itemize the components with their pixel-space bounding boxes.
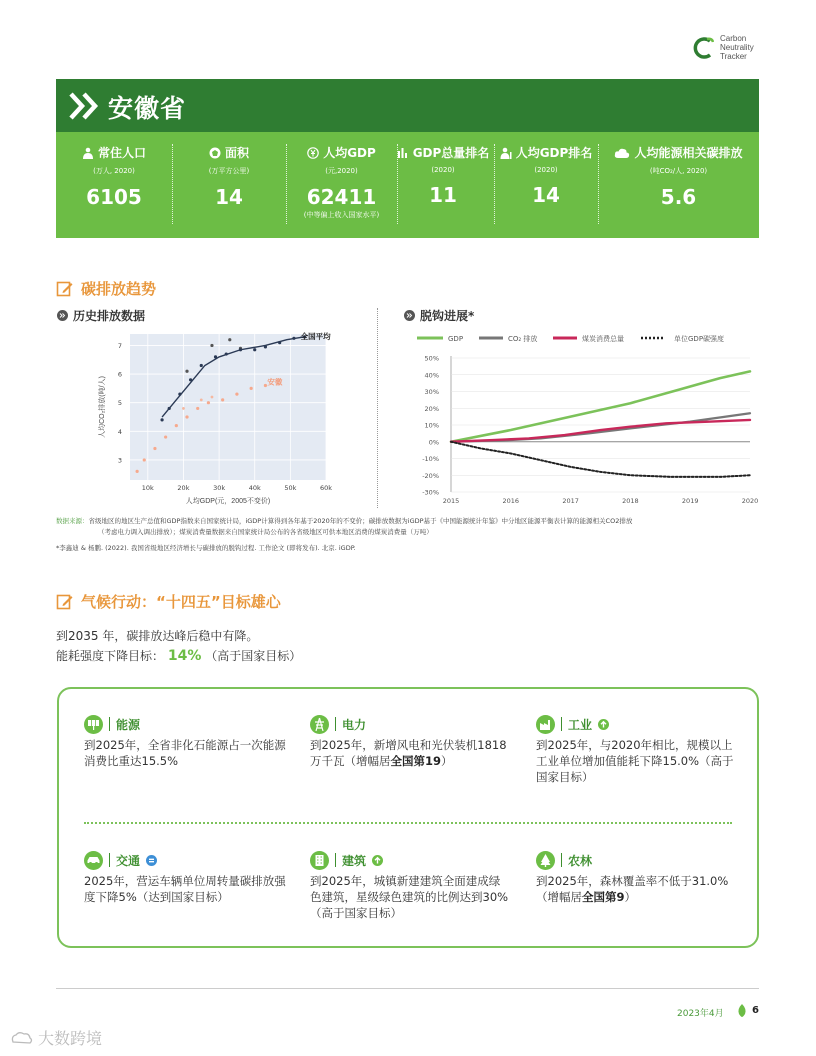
legend xyxy=(417,334,724,343)
y-tick-label: 20% xyxy=(424,404,439,413)
scatter-point-national xyxy=(168,407,171,410)
scatter-point-national xyxy=(210,344,213,347)
stat-value: 62411 xyxy=(306,185,377,209)
source-key: 数据来源： xyxy=(56,517,89,525)
line-series-coal xyxy=(451,420,750,442)
logo-c-icon xyxy=(692,36,714,60)
scatter-point-anhui xyxy=(164,435,167,438)
stat-value: 14 xyxy=(532,183,560,207)
plot-background xyxy=(130,334,326,480)
source-line2: （考虑电力调入调出排放）；煤炭消费量数据来自国家统计局公布的各省级地区可供本地区消费的煤炭消费量（万吨） xyxy=(98,528,433,536)
history-emission-chart xyxy=(90,328,340,508)
series-label-national: 全国平均 xyxy=(300,331,331,341)
y-tick-label: 6 xyxy=(117,370,122,379)
area-icon xyxy=(209,147,221,159)
line-series-intensity xyxy=(451,442,750,477)
sector-name: 农林 xyxy=(568,853,593,868)
scatter-point-national xyxy=(200,364,203,367)
scatter-point-national xyxy=(239,348,242,351)
sector-building xyxy=(310,850,510,921)
scatter-point-national xyxy=(292,337,295,340)
sector-power xyxy=(310,714,510,769)
logo-line: Carbon xyxy=(720,34,747,43)
y-tick-label: 10% xyxy=(424,421,439,430)
sector-text-body: 2025年，营运车辆单位周转量碳排放强度下降5%（达到国家目标） xyxy=(84,874,286,904)
data-source-note xyxy=(56,516,761,538)
stat-label: 人均GDP排名 xyxy=(515,146,593,160)
y-tick-label: 30% xyxy=(424,388,439,396)
scatter-point-national xyxy=(178,393,181,396)
scatter-point-national xyxy=(225,352,228,355)
y-axis-label: 人均CO₂排放(吨/人) xyxy=(99,376,106,438)
logo-line: Neutrality xyxy=(720,43,754,52)
sector-text xyxy=(84,873,289,905)
sector-text-body: 到2025年，森林覆盖率不低于31.0%（增幅居 xyxy=(536,874,729,904)
source-line1: 省级地区的地区生产总值和GDP指数来自国家统计局，iGDP计算得到各年基于2020年的不变价；碳排放数据为iGDP基于《中国能源统计年鉴》中分地区能源平衡表计算的能源相关CO2排放 xyxy=(88,517,633,525)
legend-label-gdp: GDP xyxy=(448,335,464,343)
y-tick-label: 40% xyxy=(424,371,439,380)
stat-unit: (元,2020) xyxy=(325,167,358,175)
x-axis-label: 人均GDP(元，2005不变价) xyxy=(185,498,271,505)
x-tick-label: 10k xyxy=(141,484,154,492)
legend-label-co2: CO₂ 排放 xyxy=(508,335,538,343)
y-tick-label: 4 xyxy=(117,427,122,436)
scatter-point-anhui xyxy=(221,398,224,401)
province-header xyxy=(56,79,759,132)
x-tick-label: 2015 xyxy=(442,497,460,505)
scatter-point-anhui xyxy=(200,398,203,401)
stat-carbon-per-capita xyxy=(598,132,759,238)
scatter-point-national xyxy=(264,345,267,348)
reference-note: *李鑫迪 & 杨鹏. (2022). 我国省级地区经济增长与碳排放的脱钩过程. 工作论文 (即将发布). 北京. iGDP. xyxy=(56,544,356,552)
edit-icon xyxy=(56,593,73,610)
scatter-point-anhui xyxy=(182,407,185,410)
arrow-up-circle-icon xyxy=(372,855,383,866)
legend-label-intensity: 单位GDP碳强度 xyxy=(674,335,725,343)
sector-name: 交通 xyxy=(116,853,141,868)
sector-text-body: 到2025年，与2020年相比，规模以上工业单位增加值能耗下降15.0%（高于国家目标） xyxy=(536,738,734,784)
stat-gdp-per-capita xyxy=(286,132,397,238)
people-icon xyxy=(82,147,94,159)
y-tick-label: 7 xyxy=(117,341,122,350)
x-tick-label: 40k xyxy=(248,484,261,492)
x-tick-label: 2018 xyxy=(622,497,639,505)
logo-line: Tracker xyxy=(720,52,747,61)
sub-title-history xyxy=(57,307,145,324)
tree-icon xyxy=(536,851,555,870)
stat-label: 人均能源相关碳排放 xyxy=(634,146,743,160)
watermark-logo-icon xyxy=(10,1030,34,1046)
target-prefix: 能耗强度下降目标： xyxy=(56,649,165,663)
target-suffix: （高于国家目标） xyxy=(205,649,302,663)
bar-chart-icon xyxy=(397,147,409,159)
sector-bar xyxy=(335,717,336,731)
box-dotted-divider xyxy=(84,822,732,824)
sector-name: 电力 xyxy=(342,717,367,732)
sector-text xyxy=(310,873,510,921)
sector-text xyxy=(536,873,736,905)
car-icon xyxy=(84,851,103,870)
stat-area xyxy=(172,132,286,238)
solar-panel-icon xyxy=(84,715,103,734)
stat-value: 5.6 xyxy=(660,185,697,209)
scatter-point-anhui xyxy=(153,447,156,450)
stat-gdp-rank xyxy=(385,132,501,238)
watermark-text: 大数跨境 xyxy=(38,1029,103,1048)
scatter-point-anhui xyxy=(235,393,238,396)
scatter-point-anhui xyxy=(185,415,188,418)
scatter-point-national xyxy=(189,378,192,381)
circle-chevron-icon xyxy=(57,310,68,321)
scatter-point-anhui xyxy=(196,407,199,410)
province-title: 安徽省 xyxy=(108,94,187,123)
sector-bar xyxy=(335,853,336,867)
section-title-climate-action xyxy=(56,591,281,612)
leaf-icon xyxy=(737,1004,747,1017)
sub-title-text: 历史排放数据 xyxy=(73,309,146,323)
footer-date: 2023年4月 xyxy=(677,1009,724,1019)
co2-cloud-icon xyxy=(614,147,630,159)
legend-label-coal: 煤炭消费总量 xyxy=(582,335,624,343)
stat-label: 人均GDP xyxy=(323,146,376,160)
sector-text-body: 到2025年，全省非化石能源占一次能源消费比重达15.5% xyxy=(84,738,286,768)
sector-rank: 全国第9 xyxy=(582,890,625,904)
decoupling-chart xyxy=(415,328,765,508)
sector-text xyxy=(84,737,289,769)
x-tick-label: 2016 xyxy=(502,497,520,505)
x-tick-label: 60k xyxy=(319,484,333,492)
y-tick-label: -30% xyxy=(422,488,439,497)
scatter-point-anhui xyxy=(211,396,214,399)
double-chevron-icon xyxy=(68,92,102,120)
stat-value: 11 xyxy=(429,183,457,207)
building-icon xyxy=(310,851,329,870)
factory-icon xyxy=(536,715,555,734)
carbon-neutrality-tracker-logo xyxy=(692,34,782,64)
x-tick-label: 2020 xyxy=(741,497,759,505)
power-tower-icon xyxy=(310,715,329,734)
yuan-icon xyxy=(307,147,319,159)
edit-icon xyxy=(56,280,73,297)
scatter-point-anhui xyxy=(175,424,178,427)
sector-text-body: 到2025年，城镇新建建筑全面建成绿色建筑，星级绿色建筑的比例达到30%（高于国家目标） xyxy=(310,874,509,920)
x-tick-label: 30k xyxy=(213,484,226,492)
scatter-point-national xyxy=(228,338,231,341)
y-tick-label: 3 xyxy=(117,456,122,465)
sector-bar xyxy=(109,853,110,867)
sector-text-body: 到2025年，新增风电和光伏装机1818万千瓦（增幅居 xyxy=(310,738,507,768)
sector-name: 建筑 xyxy=(342,853,367,868)
stats-bar xyxy=(56,132,759,238)
x-tick-label: 2019 xyxy=(681,497,699,505)
peak-target: 到2035 年，碳排放达峰后稳中有降。 xyxy=(56,629,259,643)
sector-text xyxy=(536,737,736,785)
x-tick-label: 20k xyxy=(177,484,190,492)
person-rank-icon xyxy=(500,147,512,159)
section-title-text: 碳排放趋势 xyxy=(81,280,157,298)
sector-text-tail: ） xyxy=(441,754,453,768)
scatter-point-anhui xyxy=(143,458,146,461)
x-tick-label: 2017 xyxy=(562,497,579,505)
sector-transport xyxy=(84,850,289,905)
y-tick-label: 5 xyxy=(117,399,122,408)
stat-value: 6105 xyxy=(86,185,142,209)
sector-energy xyxy=(84,714,289,769)
line-series-co2 xyxy=(451,413,750,441)
scatter-point-national xyxy=(253,348,256,351)
y-tick-label: -20% xyxy=(422,471,439,480)
stat-note: (中等偏上收入国家水平) xyxy=(303,211,380,219)
footer-divider xyxy=(56,988,759,989)
energy-intensity-target xyxy=(56,647,301,664)
scatter-point-national xyxy=(278,341,281,344)
stat-gdp-per-capita-rank xyxy=(494,132,598,238)
sector-rank: 全国第19 xyxy=(390,754,442,768)
scatter-point-national xyxy=(214,355,217,358)
stat-label: GDP总量排名 xyxy=(412,146,490,160)
scatter-point-national xyxy=(160,418,163,421)
stat-label: 面积 xyxy=(224,146,249,160)
arrow-up-circle-icon xyxy=(598,719,609,730)
sector-bar xyxy=(561,853,562,867)
sector-forestry xyxy=(536,850,736,905)
section-title-text: 气候行动：“十四五”目标雄心 xyxy=(81,593,281,611)
stat-unit: (2020) xyxy=(431,166,455,174)
sector-industry xyxy=(536,714,736,785)
sub-title-decoupling xyxy=(404,307,474,324)
sector-text-tail: ） xyxy=(624,890,637,904)
sector-bar xyxy=(109,717,110,731)
series-label-anhui: 安徽 xyxy=(267,377,283,387)
sector-name: 能源 xyxy=(116,717,141,732)
stat-population xyxy=(56,132,172,238)
stat-value: 14 xyxy=(215,185,243,209)
watermark xyxy=(10,1026,102,1049)
stat-unit: (万平方公里) xyxy=(208,167,250,175)
y-tick-label: -10% xyxy=(422,455,439,463)
target-percent: 14% xyxy=(167,648,202,664)
scatter-point-anhui xyxy=(136,470,139,473)
y-tick-label: 50% xyxy=(424,354,439,363)
charts-divider xyxy=(377,308,378,508)
circle-chevron-icon xyxy=(404,310,415,321)
stat-unit: (万人, 2020) xyxy=(93,167,135,175)
x-tick-label: 50k xyxy=(284,484,297,492)
sub-title-text: 脱钩进展* xyxy=(420,309,475,323)
equal-circle-icon xyxy=(146,855,157,866)
stat-unit: (吨CO₂/人, 2020) xyxy=(649,167,708,175)
scatter-point-anhui xyxy=(207,401,210,404)
sector-text xyxy=(310,737,510,769)
stat-label: 常住人口 xyxy=(97,146,146,160)
scatter-point-national xyxy=(185,370,188,373)
scatter-point-anhui xyxy=(250,387,253,390)
y-tick-label: 0% xyxy=(428,438,439,447)
page-number: 6 xyxy=(752,1005,759,1016)
stat-unit: (2020) xyxy=(534,166,558,174)
sector-name: 工业 xyxy=(568,717,593,732)
section-title-emission-trend xyxy=(56,278,156,299)
sector-bar xyxy=(561,717,562,731)
logo-text xyxy=(720,34,754,61)
